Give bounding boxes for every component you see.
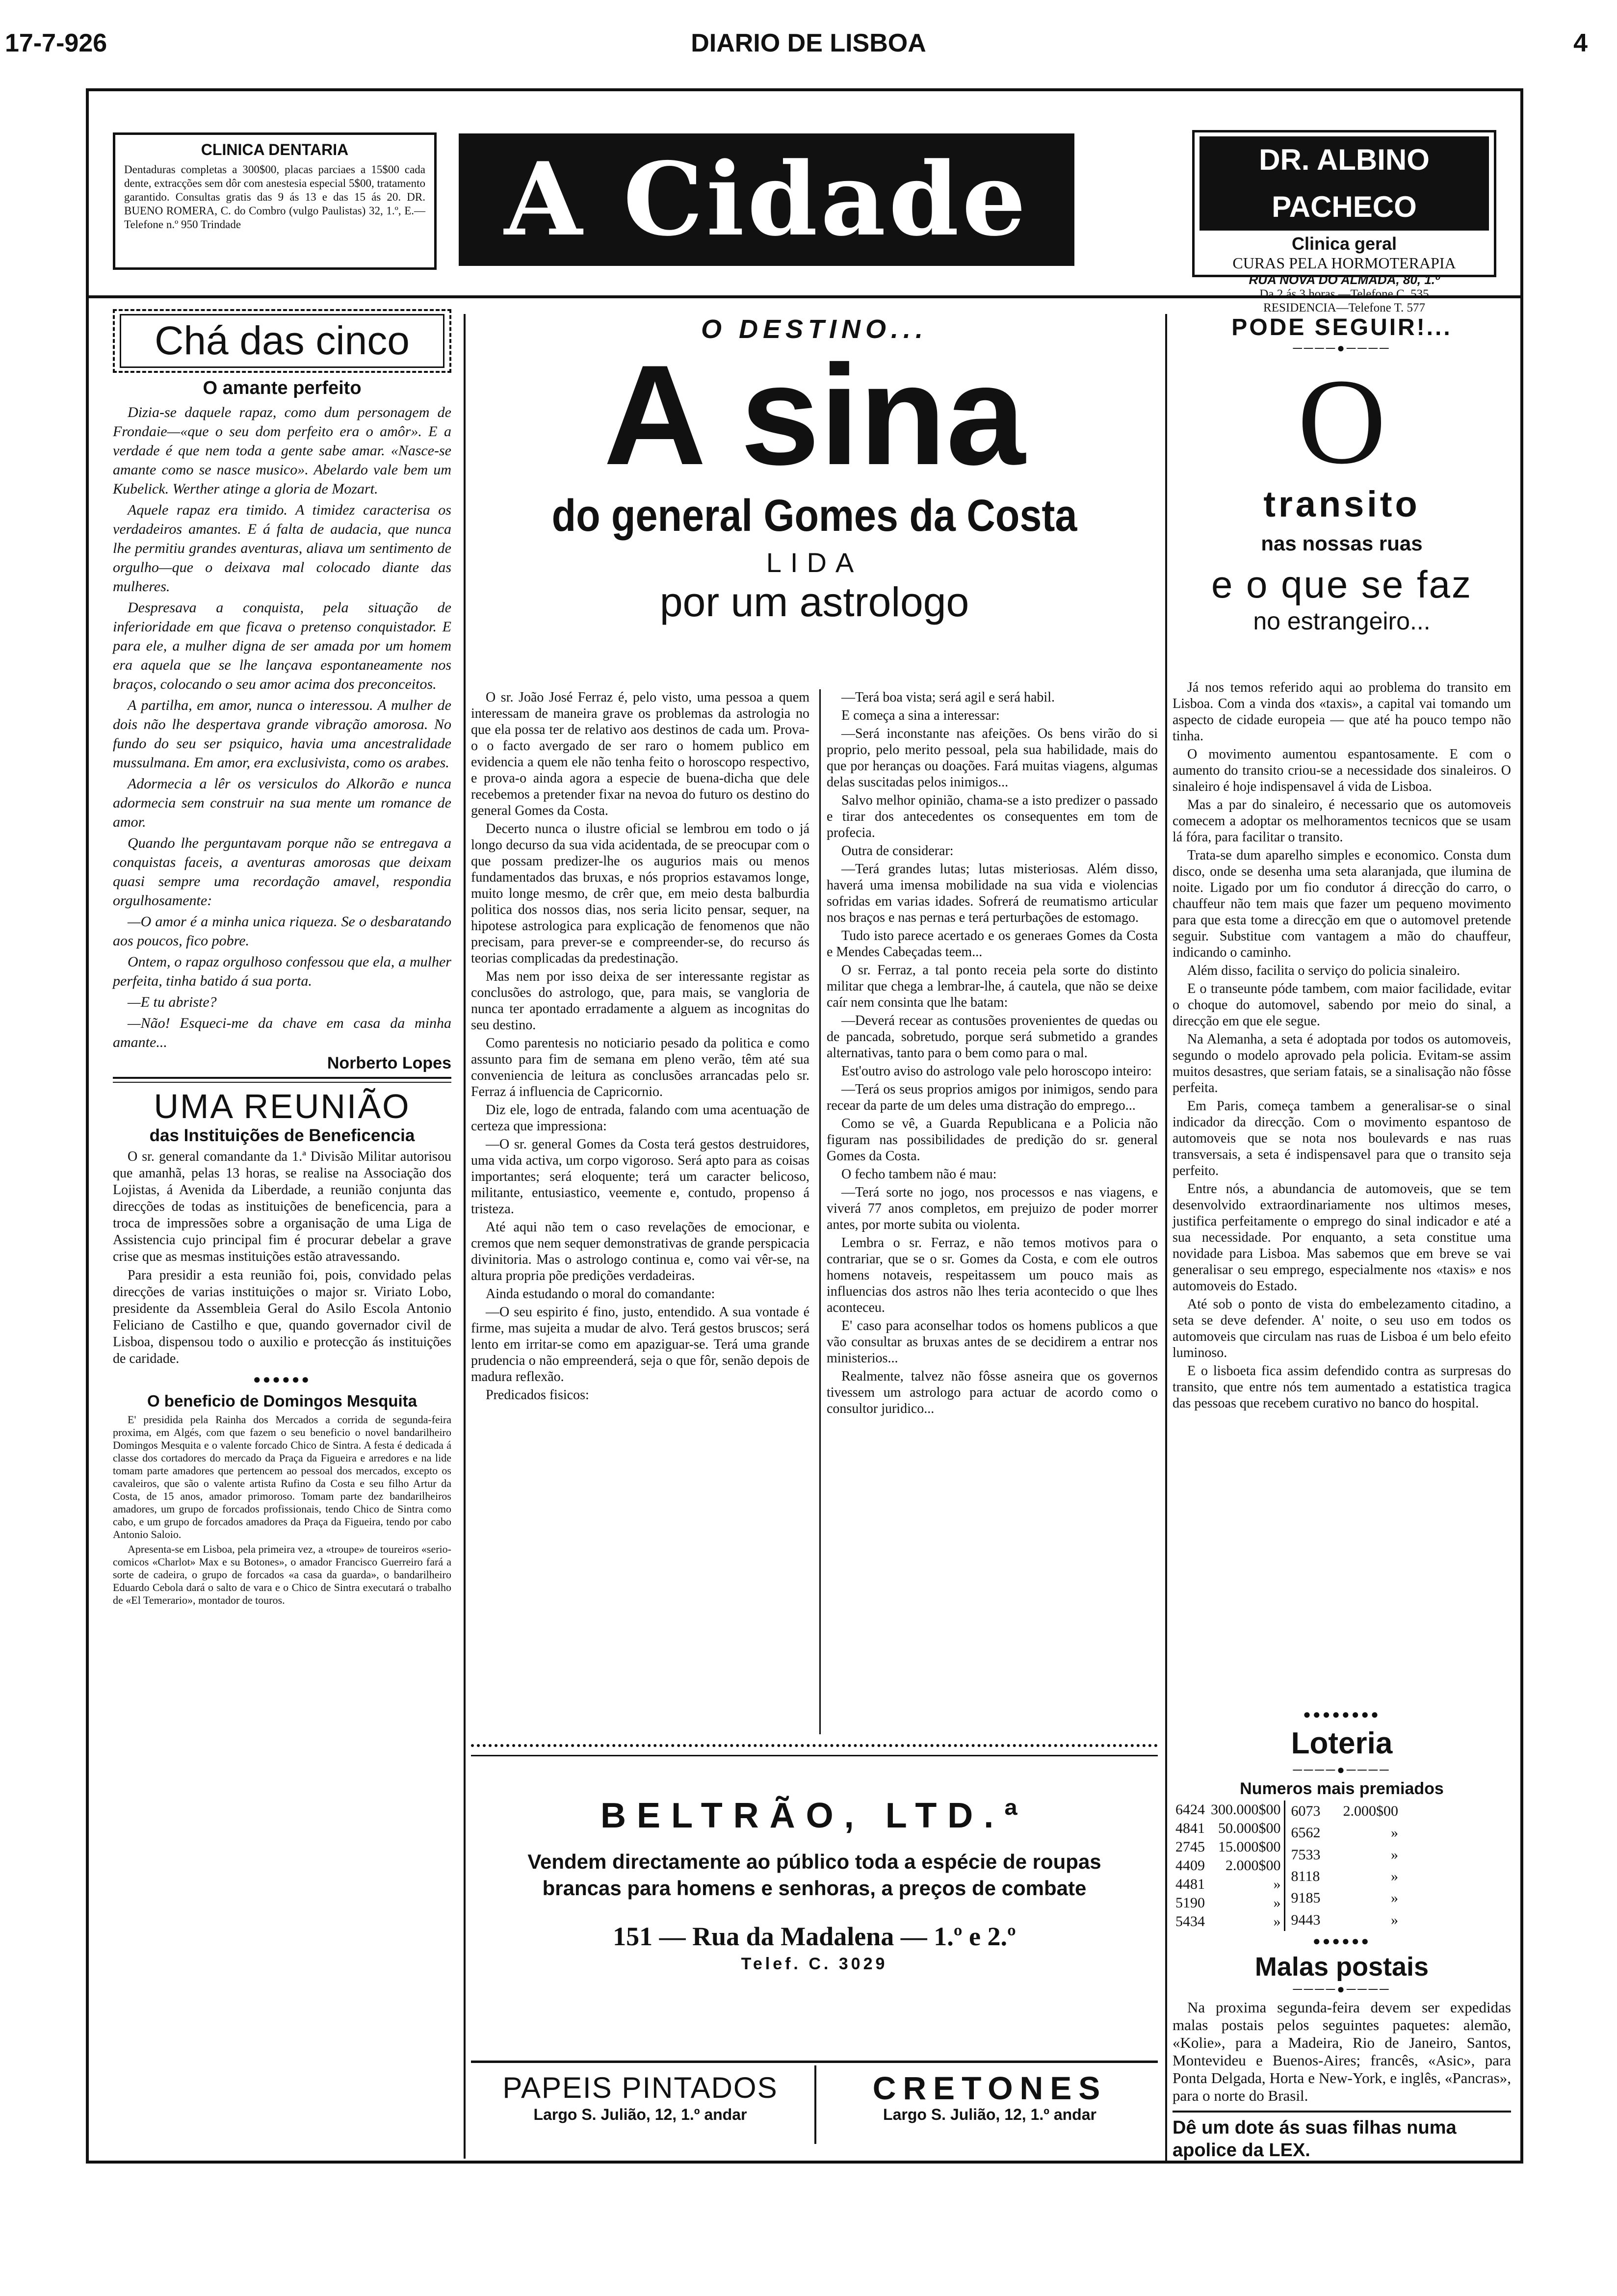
cretones-ad <box>822 2070 1158 2124</box>
loteria-title: Loteria <box>1291 1726 1393 1760</box>
clinica-dentaria-ad <box>113 132 437 270</box>
pode-seguir-kicker: PODE SEGUIR!... <box>1231 314 1452 340</box>
sina-paragraph: Mas nem por isso deixa de ser interessante registar as conclusões do astrologo, que, para mais, se vangloria de nunca ter apontado erradamente a alguem as incognitas do seu destino. <box>471 969 809 1033</box>
table-row <box>1173 1875 1284 1894</box>
papeis-ad <box>471 2070 809 2124</box>
a-cidade-banner <box>459 133 1074 266</box>
signature: Norberto Lopes <box>327 1054 451 1072</box>
malas-paragraph: Na proxima segunda-feira devem ser expedidas malas postais pelos seguintes paquetes: alemão, «Kolie», para a Madeira, Rio de Janeiro, Santos, Montevideu e Buenos-Aires; francês, «Asic», para Ponta Delgada, Horta e New-York, e inglês, «Pancras», para o norte do Brasil. <box>1173 1999 1511 2104</box>
cretones-address: Largo S. Julião, 12, 1.º andar <box>883 2106 1096 2123</box>
sina-paragraph: Até aqui não tem o caso revelações de emocionar, e cremos que nem sequer demonstrativas de grande perspicacia divinitoria. Mas o astrologo continua e, como vai vêr-se, na altura propria põe predições verdadeiras. <box>471 1220 809 1283</box>
beltrao-title: BELTRÃO, LTD.ª <box>600 1796 1028 1835</box>
beneficio-article <box>113 1413 451 1607</box>
amante-paragraph: —O amor é a minha unica riqueza. Se o desbaratando aos poucos, fico pobre. <box>113 913 451 949</box>
prize-value: » <box>1391 1890 1398 1906</box>
beltrao-line1: Vendem directamente ao público toda a espécie de roupas <box>527 1850 1101 1873</box>
reuniao-subtitle: das Instituições de Beneficencia <box>149 1126 415 1145</box>
prize-value: » <box>1273 1895 1281 1911</box>
newspaper-name: DIARIO DE LISBOA <box>691 29 926 57</box>
sina-article-col2 <box>827 689 1158 1419</box>
beltrao-line2: brancas para homens e senhoras, a preços de combate <box>542 1877 1087 1900</box>
table-row <box>1288 1844 1402 1866</box>
beneficio-title: O beneficio de Domingos Mesquita <box>147 1392 417 1410</box>
sina-article-col1 <box>471 689 809 1405</box>
sina-paragraph: —Será inconstante nas afeições. Os bens virão do si proprio, pelo merito pessoal, pela sua habilidade, mais do que por heranças ou doações. Fará muitas viagens, algumas delas suscitadas pelos inimigos... <box>827 726 1158 790</box>
table-row <box>1288 1887 1402 1909</box>
amante-article <box>113 403 451 1052</box>
sina-paragraph: —O seu espirito é fino, justo, entendido. A sua vontade é firme, mas sujeita a mudar de alvo. Terá gestos bruscos; será lento em irritar-se como em apaziguar-se. Terá uma grande prudencia o não empreenderá, seja o que fôr, senão depois de madura reflexão. <box>471 1305 809 1384</box>
sina-paragraph: Salvo melhor opinião, chama-se a isto predizer o passado e tirar dos antecedentes os consequentes em tom de profecia. <box>827 793 1158 840</box>
sina-paragraph: Como se vê, a Guarda Republicana e a Policia não figuram nas possibilidades de predição do sr. general Gomes da Costa. <box>827 1116 1158 1164</box>
lex-ad <box>1173 2111 1511 2162</box>
amante-headline: O amante perfeito <box>203 378 362 398</box>
transito-paragraph: Até sob o ponto de vista do embelezamento citadino, a seta se deve defender. A' noite, o seu uso em todos os automoveis que circulam nas ruas de Lisboa é um belo efeito luminoso. <box>1173 1297 1511 1360</box>
table-row <box>1173 1856 1284 1875</box>
sina-paragraph: —Terá boa vista; será agil e será habil. <box>841 690 1055 705</box>
amante-paragraph: Dizia-se daquele rapaz, como dum personagem de Frondaie—«que o seu dom perfeito era o amôr». E a verdade é que nem toda a gente sabe amar. «Nasce-se amante como se nasce musico». Abelardo vale bem um Kubelick. Werther atinge a gloria de Mozart. <box>113 404 451 497</box>
loteria-table <box>1173 1800 1511 1931</box>
ticket-number: 7533 <box>1291 1846 1321 1863</box>
pacheco-line2: CURAS PELA HORMOTERAPIA <box>1232 254 1456 272</box>
sina-paragraph: Est'outro aviso do astrologo vale pelo horoscopo inteiro: <box>841 1064 1152 1079</box>
clinica-body: Dentaduras completas a 300$00, placas parciaes a 15$00 cada dente, extracções sem dôr com anestesia especial 5$00, tratamento garantido. Consultas gratis das 9 ás 13 e das 15 ás 20. DR. BUENO ROMERA, C. do Combro (vulgo Paulistas) 32, 1.º, E.—Telefone n.º 950 Trindade <box>124 163 425 231</box>
amante-paragraph: Aquele rapaz era timido. A timidez caracterisa os verdadeiros amantes. E á falta de audacia, que nunca lhe permitiu grandes aventuras, aliava um sentimento de orgulho—que o deixava mal colocado diante das mulheres. <box>113 502 451 595</box>
destino-kicker: O DESTINO... <box>701 314 928 344</box>
pacheco-name: DR. ALBINO PACHECO <box>1200 136 1489 231</box>
prize-value: » <box>1391 1846 1398 1863</box>
prize-value: 50.000$00 <box>1218 1820 1281 1836</box>
ornament-divider: ●●●●●● <box>253 1372 312 1386</box>
pacheco-ad <box>1192 130 1496 314</box>
sina-paragraph: Diz ele, logo de entrada, falando com uma acentuação de certeza que impressiona: <box>471 1102 809 1134</box>
beltrao-address: 151 — Rua da Madalena — 1.º e 2.º <box>613 1922 1016 1951</box>
lida-headline: LIDA <box>766 547 863 578</box>
prize-value: » <box>1273 1876 1281 1892</box>
sina-paragraph: Predicados fisicos: <box>486 1387 589 1403</box>
pacheco-line4: Da 2 ás 3 horas.—Telefone C. 535 <box>1259 287 1429 301</box>
sina-paragraph: —Terá sorte no jogo, nos processos e nas viagens, e viverá 77 anos completos, em prejuizo de poder morrer antes, por morte subita ou violenta. <box>827 1185 1158 1232</box>
cha-das-cinco-title: Chá das cinco <box>120 314 444 368</box>
clinica-title: CLINICA DENTARIA <box>201 141 349 158</box>
ad-separator <box>471 1744 1158 1756</box>
table-row <box>1288 1822 1402 1844</box>
ad-divider <box>814 2065 816 2144</box>
table-row <box>1288 1800 1402 1822</box>
table-row <box>1173 1894 1284 1912</box>
pacheco-line5: RESIDENCIA—Telefone T. 577 <box>1263 301 1425 314</box>
amante-paragraph: —Não! Esqueci-me da chave em casa da minha amante... <box>113 1015 451 1050</box>
transito-paragraph: O movimento aumentou espantosamente. E com o aumento do transito criou-se a necessidade dos sinaleiros. O sinaleiro é hoje indispensavel á vida de Lisboa. <box>1173 747 1511 794</box>
reuniao-article <box>113 1148 451 1367</box>
transito-paragraph: Já nos temos referido aqui ao problema do transito em Lisboa. Com a vinda dos «taxis», a capital vai tomando um aspecto de cidade europeia — que até ha pouco tempo não tinha. <box>1173 680 1511 744</box>
transito-paragraph: Entre nós, a abundancia de automoveis, que se tem desenvolvido extraordinariamente nos ultimos meses, justifica perfeitamente o emprego do sinal indicador e até a sua necessidade. Por enquanto, a seta constitue uma novidade para Lisboa. Mas sabemos que em breve se vai generalisar o seu emprego, especialmente nos «taxis» e nos automoveis do Estado. <box>1173 1181 1511 1294</box>
amante-paragraph: —E tu abriste? <box>128 994 217 1010</box>
ad-top-rule <box>471 2061 1158 2063</box>
sina-paragraph: O sr. João José Ferraz é, pelo visto, uma pessoa a quem interessam de maneira grave os problemas da astrologia no que ela possa ter de relativo aos destinos de cada um. Prova-o o facto avergado de ser raro o homem publico em evidencia a quem ele não tenha feito o horoscopo respectivo, e prova-o ainda agora a especie de buena-dicha que dele recebemos a pretender fixar na nevoa do futuro os destino do general Gomes da Costa. <box>471 690 809 818</box>
sina-paragraph: O fecho tambem não é mau: <box>841 1167 997 1182</box>
prize-value: » <box>1391 1825 1398 1841</box>
sina-paragraph: Tudo isto parece acertado e os generaes Gomes da Costa e Mendes Cabeçadas teem... <box>827 928 1158 960</box>
reuniao-paragraph: O sr. general comandante da 1.ª Divisão Militar autorisou que amanhã, pelas 13 horas, se realise na Associação dos Lojistas, á Avenida da Liberdade, a reunião conjunta das direcções de todas as instituições de beneficencia, para a troca de impressões sobre a organisação de uma Liga de Assistencia cujo principal fim é procurar debelar a grave crise que as mesmas instituições estão atravessando. <box>113 1149 451 1264</box>
sina-paragraph: —O sr. general Gomes da Costa terá gestos destruidores, uma vida activa, um corpo vigoroso. Será apto para as coisas importantes; será eloquente; terá um caracter belicoso, militante, entusiastico, veemente e, contudo, propenso á tristeza. <box>471 1137 809 1217</box>
divider <box>113 1077 451 1083</box>
column-rule-center <box>819 689 821 1734</box>
column-rule-left <box>464 314 466 2159</box>
sina-paragraph: Como parentesis no noticiario pesado da politica e como assunto para fim de semana em pleno verão, têm até sua conveniencia de leitura as conclusões arrancadas pelo sr. Ferraz á influencia de Capricornio. <box>471 1036 809 1099</box>
estrangeiro-headline: no estrangeiro... <box>1253 607 1431 635</box>
prize-value: » <box>1391 1911 1398 1928</box>
transito-paragraph: Na Alemanha, a seta é adoptada por todos os automoveis, segundo o modelo aprovado pela policia. Evitam-se assim muitos desastres, que seriam fatais, se a sinalisação não fôsse perfeita. <box>1173 1032 1511 1096</box>
table-row <box>1173 1838 1284 1856</box>
prize-value: » <box>1273 1913 1281 1930</box>
transito-headline: transito <box>1263 484 1420 524</box>
ornament-divider: ────●──── <box>1293 1763 1391 1777</box>
amante-paragraph: Adormecia a lêr os versiculos do Alkorão e nunca adormecia sem construir na sua mente um romance de amor. <box>113 776 451 830</box>
sina-paragraph: Realmente, talvez não fôsse asneira que os governos tivessem um astrologo para actuar de acordo como o consultor juridico... <box>827 1369 1158 1416</box>
loteria-section <box>1173 1707 1511 2162</box>
prize-value: » <box>1391 1868 1398 1885</box>
transito-paragraph: Além disso, facilita o serviço do policia sinaleiro. <box>1187 963 1460 978</box>
ticket-number: 5434 <box>1175 1913 1205 1930</box>
transito-paragraph: Em Paris, começa tambem a generalisar-se o sinal indicador da direcção. Com o movimento espantoso de automoveis que se nota nos boulevards e nas ruas transversais, a seta é indispensavel para que o transito seja perfeito. <box>1173 1098 1511 1178</box>
table-row <box>1288 1866 1402 1887</box>
table-row <box>1173 1819 1284 1838</box>
right-headlines <box>1173 314 1511 636</box>
beltrao-phone: Telef. C. 3029 <box>741 1955 888 1973</box>
ticket-number: 4841 <box>1175 1820 1205 1836</box>
sina-paragraph: Ainda estudando o moral do comandante: <box>486 1286 715 1302</box>
transito-paragraph: E o transeunte póde tambem, com maior facilidade, evitar o choque do automovel, sabendo por meio do sinal, a direcção em que ele segue. <box>1173 981 1511 1029</box>
sina-paragraph: —Deverá recear as contusões provenientes de quedas ou de pancada, sobretudo, porque será submetido a grandes alternativas, tanto para o bem como para o mal. <box>827 1013 1158 1061</box>
transito-big-o: O <box>1297 354 1386 490</box>
page-number: 4 <box>1573 29 1588 57</box>
issue-date: 17-7-926 <box>5 29 107 57</box>
ticket-number: 4481 <box>1175 1876 1205 1892</box>
astrologo-headline: por um astrologo <box>659 579 969 625</box>
ruas-headline: nas nossas ruas <box>1261 532 1423 555</box>
amante-paragraph: Ontem, o rapaz orgulhoso confessou que ela, a mulher perfeita, tinha batido á sua porta. <box>113 954 451 989</box>
ticket-number: 9185 <box>1291 1890 1321 1906</box>
ticket-number: 4409 <box>1175 1857 1205 1874</box>
malas-article <box>1173 1999 1511 2105</box>
beneficio-paragraph: Apresenta-se em Lisboa, pela primeira vez, a «troupe» de toureiros «serio-comicos «Charlot» Max e su Botones», o amador Francisco Guerreiro fará a sorte de cadeira, o grupo de forcados «a casa da guarda», o bandarilheiro Eduardo Cebola dará o salto de vara e o Chico de Sintra executará o trabalho de «El Temerario», montador de touros. <box>113 1543 451 1606</box>
table-row <box>1288 1909 1402 1931</box>
ticket-number: 6073 <box>1291 1803 1321 1820</box>
reuniao-title: UMA REUNIÃO <box>154 1087 411 1125</box>
papeis-title: PAPEIS PINTADOS <box>502 2071 778 2104</box>
prize-value: 2.000$00 <box>1226 1857 1281 1874</box>
sina-paragraph: Decerto nunca o ilustre oficial se lembrou em todo o já longo decurso da sua vida acidentada, de se preocupar com o que possam predizer-lhe os augurios mais ou menos fundamentados das bruxas, e nós proprios estavamos longe, muito longe mesmo, de crêr que, em meio desta balburdia politica dos nossos dias, nos seria licito pensar, sequer, na hipotese astrologica para explicação de fenomenos que não precisam, para prever-se e compreender-se, do recurso ás teorias complicadas da predestinação. <box>471 821 809 966</box>
amante-paragraph: A partilha, em amor, nunca o interessou. A mulher de dois não lhe despertava grande vibração amorosa. No fundo do seu ser psiquico, havia uma ancestralidade mussulmana. Em amor, era exclusivista, como os arabes. <box>113 697 451 771</box>
amante-paragraph: Despresava a conquista, pela situação de inferioridade em que ficava o pretenso conquistador. E para ele, a mulher digna de ser amada por um homem era aquela que se lhe lançava espontaneamente nos braços, colocando o seu amor acima dos preconceitos. <box>113 600 451 692</box>
table-row <box>1173 1800 1284 1819</box>
que-se-faz-headline: e o que se faz <box>1211 563 1472 606</box>
lex-ad-text: Dê um dote ás suas filhas numa apolice da LEX. <box>1173 2117 1457 2161</box>
ticket-number: 6562 <box>1291 1825 1321 1841</box>
loteria-subtitle: Numeros mais premiados <box>1240 1779 1444 1798</box>
reuniao-paragraph: Para presidir a esta reunião foi, pois, convidado pelas direcções de varias instituições o major sr. Viriato Lobo, presidente da Assembleia Geral do Asilo Escola Antonio Feliciano de Castilho e que, quando governador civil de Lisboa, dispensou todo o auxilio e protecção ás instituições de caridade. <box>113 1268 451 1366</box>
ticket-number: 9443 <box>1291 1911 1321 1928</box>
cretones-title: CRETONES <box>872 2070 1107 2106</box>
a-cidade-title: A Cidade <box>504 141 1029 259</box>
ornament-divider: ●●●●●●●● <box>1303 1707 1381 1722</box>
column-rule-right <box>1165 314 1167 2164</box>
amante-paragraph: Quando lhe perguntavam porque não se entregava a conquistas faceis, a aventuras amorosas que deixam quasi sempre uma recordação amavel, respondia orgulhosamente: <box>113 835 451 909</box>
loteria-table-right <box>1288 1800 1402 1931</box>
prize-value: 2.000$00 <box>1343 1803 1398 1820</box>
ornament-divider: ●●●●●● <box>1312 1934 1371 1948</box>
transito-paragraph: E o lisboeta fica assim defendido contra as surpresas do transito, que entre nós tem aumentado a estatistica tragica das pessoas que recebem curativo no banco do hospital. <box>1173 1363 1511 1411</box>
beltrao-ad <box>471 1796 1158 1974</box>
loteria-table-left <box>1173 1800 1285 1931</box>
sina-paragraph: Lembra o sr. Ferraz, e não temos motivos para o contrariar, que se o sr. Gomes da Costa, e com ele outros homens notaveis, respeitassem um pouco mais as influencias dos astros não lhes teria acontecido o que lhes aconteceu. <box>827 1235 1158 1315</box>
center-headlines <box>471 314 1158 626</box>
cha-das-cinco-box <box>113 309 451 373</box>
sina-paragraph: —Terá os seus proprios amigos por inimigos, sendo para recear da parte de um deles uma distração do emprego... <box>827 1082 1158 1113</box>
prize-value: 15.000$00 <box>1218 1839 1281 1855</box>
sina-paragraph: Outra de considerar: <box>841 843 954 859</box>
sina-paragraph: O sr. Ferraz, a tal ponto receia pela sorte do distinto militar que chega a lembrar-lhe, á cautela, que não se deixe caír nem consinta que lhe batam: <box>827 963 1158 1010</box>
ticket-number: 8118 <box>1291 1868 1320 1885</box>
transito-article <box>1173 679 1511 1413</box>
ticket-number: 5190 <box>1175 1895 1205 1911</box>
malas-title: Malas postais <box>1254 1952 1429 1982</box>
sina-paragraph: E começa a sina a interessar: <box>841 708 1000 723</box>
transito-paragraph: Mas a par do sinaleiro, é necessario que os automoveis comecem a adoptar os melhoramentos tecnicos que se usam lá fóra, para facilitar o transito. <box>1173 797 1511 845</box>
papeis-address: Largo S. Julião, 12, 1.º andar <box>533 2106 747 2123</box>
general-headline: do general Gomes da Costa <box>551 491 1077 541</box>
left-column <box>113 309 451 1609</box>
pacheco-line1: Clinica geral <box>1291 234 1397 254</box>
ticket-number: 2745 <box>1175 1839 1205 1855</box>
sina-headline: A sina <box>603 336 1025 495</box>
pacheco-line3: RUA NOVA DO ALMADA, 80, 1.º <box>1249 272 1440 287</box>
ticket-number: 6424 <box>1175 1801 1205 1818</box>
sina-paragraph: E' caso para aconselhar todos os homens publicos a que vão consultar as bruxas antes de se decidirem a entrar nos ministerios... <box>827 1318 1158 1366</box>
ornament-divider: ────●──── <box>1293 1982 1391 1996</box>
beneficio-paragraph: E' presidida pela Rainha dos Mercados a corrida de segunda-feira proxima, em Algés, com que fazem o seu beneficio o novel bandarilheiro Domingos Mesquita e o valente forcado Chico de Sintra. A festa é dedicada á classe dos cortadores do mercado da Praça da Figueira e arredores e na lide tomam parte amadores que pertencem ao pessoal dos mercados, excepto os cavaleiros, que são o valente artista Rufino da Costa e seu filho Artur da Costa, de 15 anos, amador primoroso. Tomam parte dez bandarilheiros amadores, um grupo de forcados profissionais, tendo Chico de Sintra como cabo, e um grupo de forcados amadores da Praça da Figueira, tendo por cabo Antonio Saloio. <box>113 1413 451 1540</box>
sina-paragraph: —Terá grandes lutas; lutas misteriosas. Além disso, haverá uma imensa mobilidade na sua vida e violencias sofridas em varias idades. Sofrerá de reumatismo articular nos braços e nas pernas e terá perturbações de estomago. <box>827 861 1158 925</box>
ornament-divider: ────●──── <box>1293 341 1391 355</box>
transito-paragraph: Trata-se dum aparelho simples e economico. Consta dum disco, onde se desenha uma seta alaranjada, que ilumina de noite. Ligado por um fio condutor á direcção do carro, o chauffeur não tem mais que fazer um pequeno movimento para que esta tome a direcção em que o automovel pretende seguir. Substitue com vantagem a mão do chauffeur, indicando o caminho. <box>1173 848 1511 960</box>
prize-value: 300.000$00 <box>1211 1801 1281 1818</box>
table-row <box>1173 1912 1284 1931</box>
